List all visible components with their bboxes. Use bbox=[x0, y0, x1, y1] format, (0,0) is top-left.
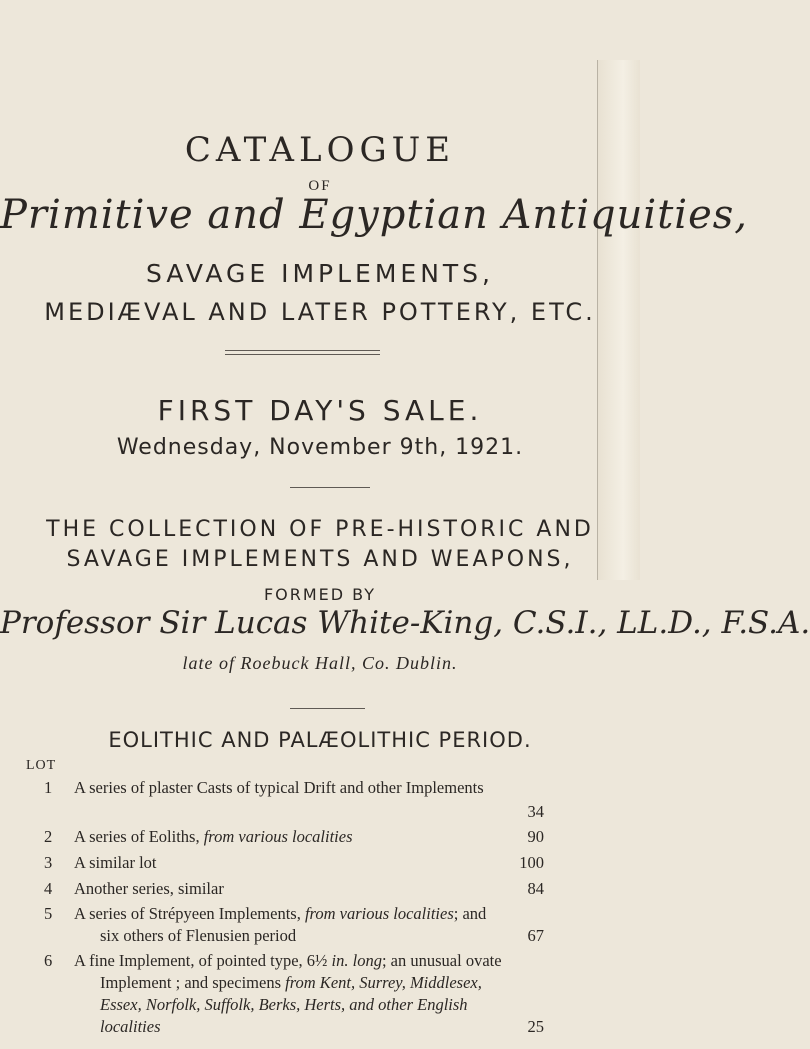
period-heading: EOLITHIC AND PALÆOLITHIC PERIOD. bbox=[108, 728, 532, 752]
lot-text: A series of plaster Casts of typical Drift and other Implements bbox=[74, 778, 484, 797]
lot-description bbox=[74, 826, 574, 848]
lot-number: 3 bbox=[44, 853, 53, 872]
double-rule-bottom bbox=[225, 354, 380, 355]
lot-description bbox=[74, 878, 574, 900]
lot-column-label: LOT bbox=[26, 758, 57, 773]
lot-text: Another series, similar bbox=[74, 879, 224, 898]
lot-text: A series of Eoliths, bbox=[74, 827, 204, 846]
lot-description bbox=[74, 950, 634, 1038]
lot-number: 1 bbox=[44, 778, 53, 797]
lot-number: 4 bbox=[44, 879, 53, 898]
lot-number: 5 bbox=[44, 904, 53, 923]
lot-text: A series of Strépyeen Implements, bbox=[74, 904, 305, 923]
lot-line-3: Essex, Norfolk, Suffolk, Berks, Herts, and other English bbox=[100, 995, 468, 1014]
of-label: OF bbox=[308, 178, 332, 194]
formed-by-label: FORMED BY bbox=[263, 585, 377, 604]
lot-price: 84 bbox=[527, 879, 544, 898]
lot-text-italic: from various localities bbox=[304, 904, 454, 923]
lot-price: 25 bbox=[527, 1017, 544, 1036]
lot-description bbox=[74, 903, 634, 947]
collector-name: Professor Sir Lucas White-King, C.S.I., LL.D., F.S.A. bbox=[0, 605, 810, 641]
lot-description bbox=[74, 777, 634, 799]
lot-text: Implement ; and specimens bbox=[100, 973, 286, 992]
sale-title: FIRST DAY'S SALE. bbox=[157, 394, 483, 427]
sale-date: Wednesday, November 9th, 1921. bbox=[116, 435, 524, 460]
lot-text: ; and bbox=[453, 904, 487, 923]
lot-number: 6 bbox=[44, 951, 53, 970]
divider-rule-1 bbox=[290, 487, 370, 488]
lot-text-italic: from Kent, Surrey, Middlesex, bbox=[285, 973, 482, 992]
collection-line-1: THE COLLECTION OF PRE-HISTORIC AND bbox=[46, 517, 594, 542]
lot-text-italic: from various localities bbox=[203, 827, 353, 846]
lot-line-4: localities bbox=[100, 1017, 161, 1036]
lot-price: 67 bbox=[527, 926, 544, 945]
lot-number: 2 bbox=[44, 827, 53, 846]
lot-description bbox=[74, 852, 574, 874]
pottery-heading: MEDIÆVAL AND LATER POTTERY, ETC. bbox=[44, 298, 596, 326]
double-rule-top bbox=[225, 350, 380, 351]
lot-price: 100 bbox=[519, 853, 544, 872]
lot-text: ; an unusual ovate bbox=[381, 951, 502, 970]
lot-text: A similar lot bbox=[74, 853, 157, 872]
lot-price: 34 bbox=[527, 802, 544, 821]
collection-line-2: SAVAGE IMPLEMENTS AND WEAPONS, bbox=[66, 547, 574, 572]
lot-text: A fine Implement, of pointed type, 6½ bbox=[74, 951, 332, 970]
divider-rule-2 bbox=[290, 708, 365, 709]
lot-text-italic: in. long bbox=[331, 951, 382, 970]
collector-residence: late of Roebuck Hall, Co. Dublin. bbox=[182, 653, 458, 673]
lot-line-2 bbox=[74, 972, 634, 994]
lot-price: 90 bbox=[527, 827, 544, 846]
savage-implements-heading: SAVAGE IMPLEMENTS, bbox=[145, 259, 494, 288]
catalogue-heading: CATALOGUE bbox=[184, 130, 456, 170]
antiquities-heading: Primitive and Egyptian Antiquities, bbox=[0, 192, 748, 238]
lot-text-continued: six others of Flenusien period bbox=[100, 926, 297, 945]
